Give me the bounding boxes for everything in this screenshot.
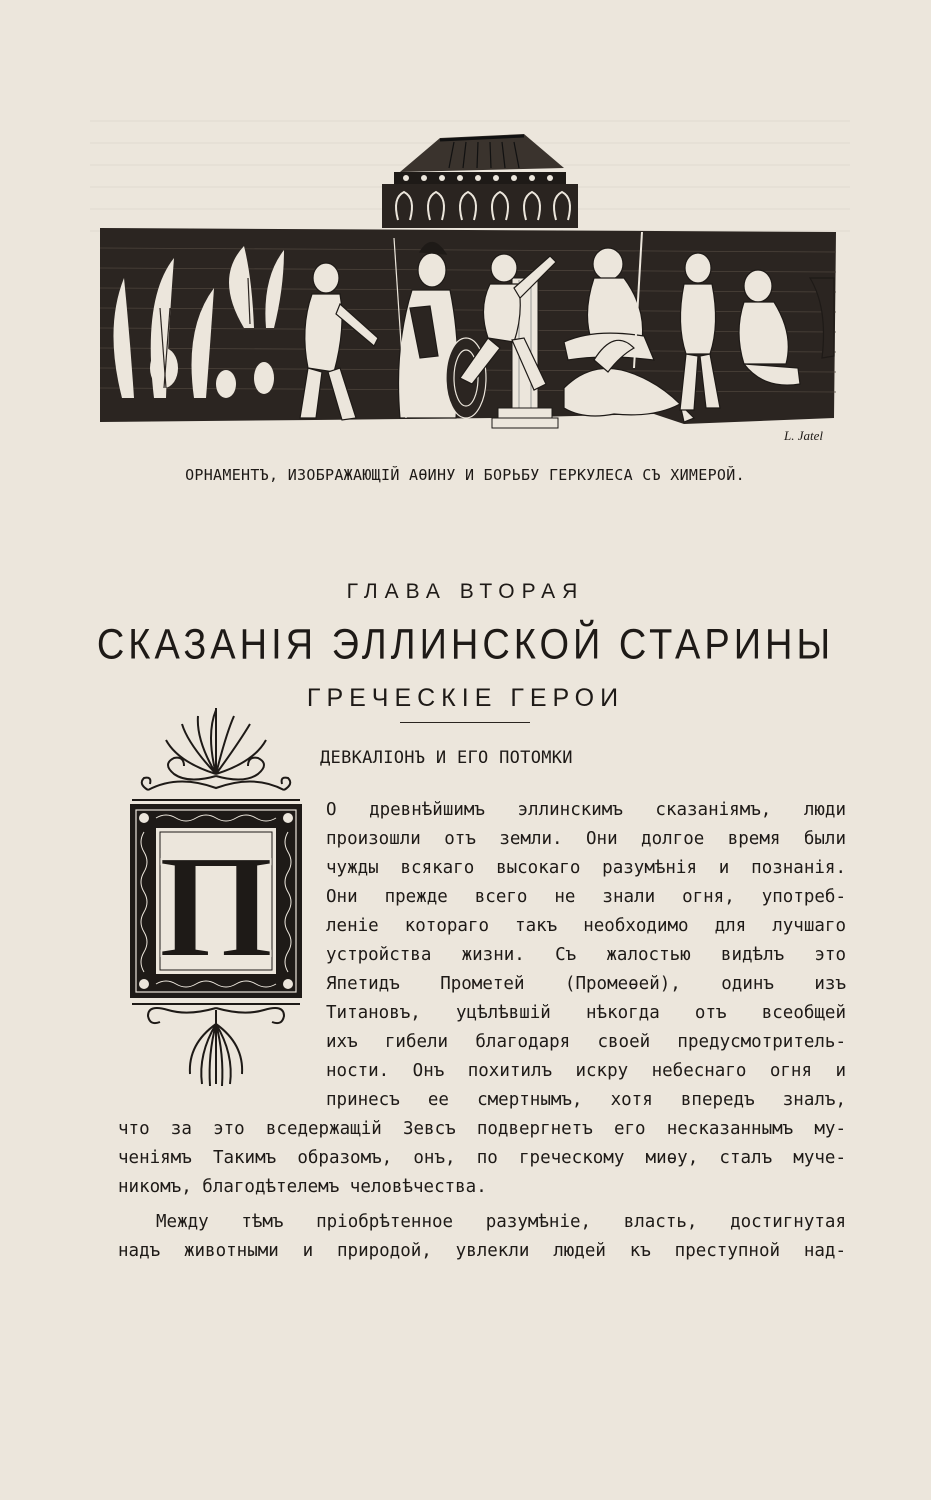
decorated-initial <box>118 704 314 1092</box>
text-line: устройства жизни. Съ жалостью видѣлъ это <box>326 945 846 965</box>
text-line: произошли отъ земли. Они долгое время были <box>326 829 846 849</box>
artist-signature: L. Jatel <box>784 428 823 443</box>
illustration-caption: ОРНАМЕНТЪ, ИЗОБРАЖАЮЩІЙ АѲИНУ И БОРЬБУ ГЕРКУЛЕСА СЪ ХИМЕРОЙ. <box>185 466 745 484</box>
text-line: чужды всякаго высокаго разумѣнія и познанія. <box>326 858 846 878</box>
chapter-label: ГЛАВА ВТОРАЯ <box>346 580 585 603</box>
text-line: Титановъ, уцѣлѣвшій нѣкогда отъ всеобщей <box>326 1003 846 1023</box>
top-palmette <box>132 708 300 800</box>
text-line: Япетидъ Прометей (Промеѳей), одинъ изъ <box>326 974 846 994</box>
frieze-illustration <box>94 128 842 446</box>
chapter-title: СКАЗАНІЯ ЭЛЛИНСКОЙ СТАРИНЫ <box>96 621 835 669</box>
initial-letter: П <box>158 825 274 989</box>
bottom-palmette <box>132 1004 300 1086</box>
text-line: Они прежде всего не знали огня, употреб- <box>326 887 846 907</box>
text-line: принесъ ее смертнымъ, хотя впередъ зналъ, <box>326 1090 846 1110</box>
title-divider <box>400 722 530 723</box>
text-line: что за это вседержащій Зевсъ подвергнетъ его несказаннымъ му- <box>118 1119 846 1139</box>
text-line: надъ животными и природой, увлекли людей къ преступной над- <box>118 1241 846 1261</box>
text-line: О древнѣйшимъ эллинскимъ сказаніямъ, люди <box>326 800 846 820</box>
text-line: ихъ гибели благодаря своей предусмотритель- <box>326 1032 846 1052</box>
text-line: ченіямъ Такимъ образомъ, онъ, по греческому миѳу, сталъ муче- <box>118 1148 846 1168</box>
chapter-subtitle: ГРЕЧЕСКІЕ ГЕРОИ <box>306 684 625 712</box>
text-line: никомъ, благодѣтелемъ человѣчества. <box>118 1177 487 1197</box>
section-heading: ДЕВКАЛІОНЪ И ЕГО ПОТОМКИ <box>320 748 573 768</box>
pediment <box>382 134 578 228</box>
text-line: леніе котораго такъ необходимо для лучшаго <box>326 916 846 936</box>
text-line: Между тѣмъ пріобрѣтенное разумѣніе, власть, достигнутая <box>156 1212 846 1232</box>
text-line: ности. Онъ похитилъ искру небеснаго огня и <box>326 1061 846 1081</box>
